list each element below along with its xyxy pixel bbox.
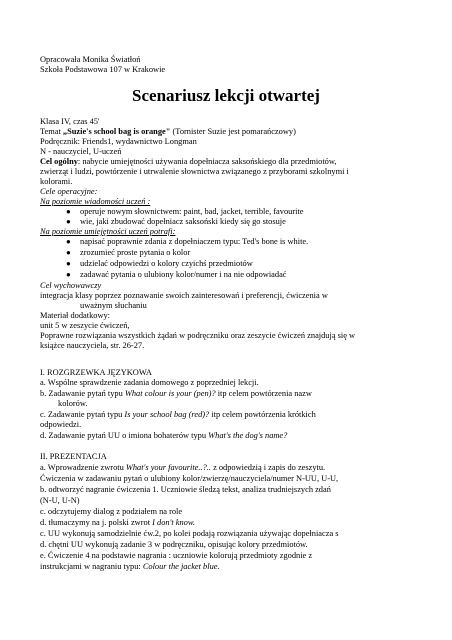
section1-item-b-cont: kolorów. — [58, 399, 88, 408]
educational-line-1: integracja klasy poprzez poznawanie swoich zainteresowań i preferencji, ćwiczenia w — [40, 291, 328, 300]
textbook-line: Podręcznik: Friends1, wydawnictwo Longman — [40, 137, 197, 146]
section2-heading: II. PREZENTACJA — [40, 452, 107, 461]
section2-a-suffix: z odpowiedzią i zapis do zeszytu. — [210, 463, 326, 472]
educational-heading: Cel wychowawczy — [40, 281, 102, 290]
section2-h-phrase: Colour the jacket blue. — [142, 562, 220, 571]
goal-line-1 — [40, 157, 336, 167]
topic-line — [40, 127, 296, 137]
section2-item-d — [40, 518, 195, 528]
section2-a-phrase: What's your favourite..?.. — [125, 463, 211, 472]
skills-item: udzielać odpowiedzi o kolory czyichś przedmiotów — [80, 259, 253, 268]
section2-item-b-cont: (N-U, U-N) — [40, 496, 80, 505]
section1-b-suffix: itp celem powtórzenia nazw — [215, 389, 312, 398]
knowledge-heading: Na poziomie wiadomości uczeń : — [40, 197, 151, 206]
knowledge-item: operuje nowym słownictwem: paint, bad, jacket, terrible, favourite — [80, 207, 304, 216]
section2-item-c: c. odczytujemy dialog z podziałem na role — [40, 507, 183, 516]
section1-c-question: Is your school bag (red)? — [124, 410, 210, 419]
section1-item-c-cont: odpowiedzi. — [40, 420, 82, 429]
section2-item-a — [40, 463, 325, 473]
section1-b-question: What colour is your (pen)? — [124, 389, 216, 398]
materials-line-1: unit 5 w zeszycie ćwiczeń, — [40, 321, 130, 330]
skills-item: napisać poprawnie zdania z dopełniaczem typu: Ted's bone is white. — [80, 237, 309, 246]
section1-item-c — [40, 410, 316, 420]
section1-heading: I. ROZGRZEWKA JĘZYKOWA — [40, 368, 152, 377]
topic-translation: (Tornister Suzie jest pomarańczowy) — [170, 127, 296, 136]
section2-item-b: b. odtworzyć nagranie ćwiczenia 1. Uczniowie śledzą tekst, analiza trudniejszych zdań — [40, 485, 331, 494]
goal-label: Cel ogólny — [40, 157, 78, 166]
knowledge-item: wie, jaki zbudować dopełniacz saksoński kiedy się go stosuje — [80, 217, 286, 226]
section2-item-e: c. UU wykonują samodzielnie ćw.2, po kolei podają rozwiązania używając dopełniacza s — [40, 529, 339, 538]
section1-b-prefix: b. Zadawanie pytań typu — [40, 389, 125, 398]
materials-line-2: Poprawne rozwiązania wszystkich żądań w podręczniku oraz zeszycie ćwiczeń znajdują się w — [40, 331, 356, 340]
skills-heading: Na poziomie umiejętności uczeń potrafi: — [40, 227, 176, 236]
section1-d-prefix: d. Zadawanie pytań UU o imiona bohaterów typu — [40, 431, 209, 440]
author-line: Opracowała Monika Światłoń — [40, 55, 141, 64]
section2-item-f: d. chętni UU wykonują zadanie 3 w podręczniku, opisując kolory przedmiotów. — [40, 540, 308, 549]
bullet-icon: ● — [66, 217, 71, 226]
educational-line-2: uważnym słuchaniu — [80, 301, 147, 310]
operational-heading: Cele operacyjne: — [40, 187, 98, 196]
section1-c-prefix: c. Zadawanie pytań typu — [40, 410, 125, 419]
bullet-icon: ● — [66, 248, 71, 257]
materials-line-3: książce nauczyciela, str. 26-27. — [40, 341, 145, 350]
section1-item-d — [40, 431, 287, 441]
topic-title: „Suzie's school bag is orange" — [62, 127, 171, 136]
section1-item-b — [40, 389, 312, 399]
section2-a-prefix: a. Wprowadzenie zwrotu — [40, 463, 126, 472]
section2-item-a-cont: Ćwiczenia w zadawaniu pytań o ulubiony kolor/zwierzę/nauczyciela/numer N-UU, U-U, — [40, 474, 339, 483]
section2-d-prefix: d. tłumaczymy na j. polski zwrot — [40, 518, 153, 527]
skills-item: zrozumieć proste pytania o kolor — [80, 248, 191, 257]
goal-line-3: kolorami. — [40, 177, 73, 186]
section2-item-g: e. Ćwiczenie 4 na podstawie nagrania : uczniowie kolorują przedmioty zgodnie z — [40, 551, 313, 560]
section1-item-a: a. Wspólne sprawdzenie zadania domowego z poprzedniej lekcji. — [40, 378, 259, 387]
materials-heading: Materiał dodatkowy: — [40, 311, 111, 320]
bullet-icon: ● — [66, 270, 71, 279]
goal-text-1: : nabycie umiejętności używania dopełniacza saksońskiego dla przedmiotów, — [77, 157, 337, 166]
section1-d-question: What's the dog's name? — [208, 431, 288, 440]
goal-line-2: zwierząt i ludzi, powtórzenie i utrwalenie słownictwa związanego z przyborami szkolnymi i — [40, 167, 349, 176]
section2-d-phrase: I don't know. — [152, 518, 195, 527]
page-title: Scenariusz lekcji otwartej — [132, 86, 320, 105]
bullet-icon: ● — [66, 207, 71, 216]
section2-h-prefix: instrukcjami w nagraniu typu: — [40, 562, 143, 571]
bullet-icon: ● — [66, 259, 71, 268]
bullet-icon: ● — [66, 237, 71, 246]
section2-item-h — [40, 562, 220, 572]
school-line: Szkoła Podstawowa 107 w Krakowie — [40, 65, 166, 74]
section1-c-suffix: itp celem powtórzenia krótkich — [209, 410, 316, 419]
topic-prefix: Temat — [40, 127, 63, 136]
skills-item: zadawać pytania o ulubiony kolor/numer i na nie odpowiadać — [80, 270, 287, 279]
abbrev-line: N - nauczyciel, U-uczeń — [40, 147, 122, 156]
class-time: Klasa IV, czas 45' — [40, 117, 100, 126]
